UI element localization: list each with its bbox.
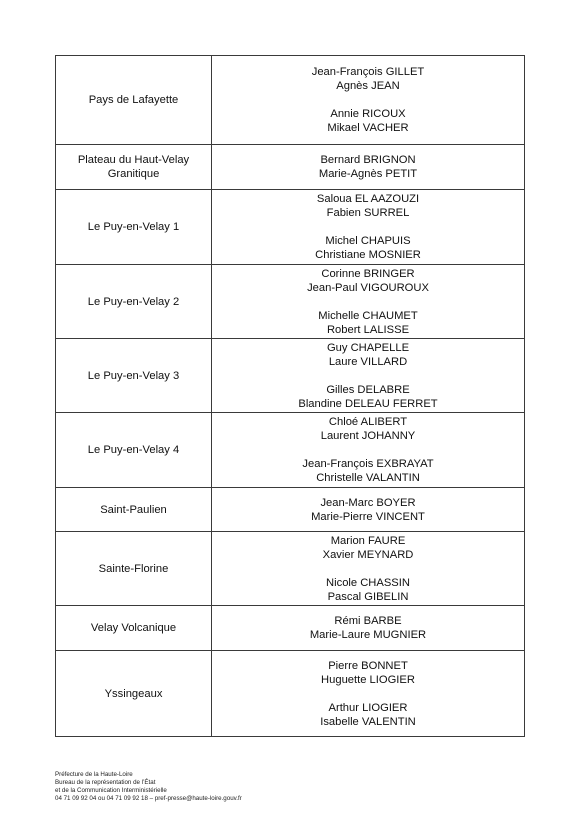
councillor-name: Michelle CHAUMET [318,309,418,322]
councillor-pairs [212,339,525,413]
footer-communication: et de la Communication Interministérielle [55,787,167,794]
councillor-pairs [212,488,525,532]
footer-contact: 04 71 09 92 04 ou 04 71 09 92 18 – pref-presse@haute-loire.gouv.fr [55,795,242,802]
councillor-pairs [212,265,525,339]
councillor-name: Bernard BRIGNON [320,154,416,166]
councillor-name: Pascal GIBELIN [327,590,409,603]
councillor-name: Huguette LIOGIER [321,673,415,686]
pair-spacer [212,295,524,309]
councillor-name: Arthur LIOGIER [328,701,408,714]
canton-row [56,651,525,737]
councillor-name: Jean-Marc BOYER [320,496,416,509]
canton-name: Velay Volcanique [56,606,212,651]
councillor-pairs [212,145,525,190]
councillor-name: Saloua EL AAZOUZI [316,193,420,205]
councillor-name: Corinne BRINGER [321,267,415,280]
cantons-table [55,55,525,737]
councillor-name: Robert LALISSE [326,323,410,336]
footer-prefecture: Préfecture de la Haute-Loire [55,771,133,778]
councillor-name: Christiane MOSNIER [315,249,421,261]
canton-name: Yssingeaux [56,651,212,737]
canton-name: Le Puy-en-Velay 2 [56,265,212,339]
footer-bureau: Bureau de la représentation de l’État [55,779,156,786]
councillor-name: Marie-Pierre VINCENT [311,510,425,523]
pair-spacer [212,93,524,107]
councillor-name: Michel CHAPUIS [325,235,411,247]
canton-name: Plateau du Haut-Velay Granitique [56,145,212,190]
councillor-name: Chloé ALIBERT [328,416,408,428]
councillor-name: Jean-François EXBRAYAT [302,458,434,470]
councillor-name: Laure VILLARD [328,355,408,368]
councillor-pairs [212,413,525,488]
canton-row [56,488,525,532]
canton-name: Le Puy-en-Velay 4 [56,413,212,488]
cantons-table-body [56,56,525,737]
councillor-pairs [212,190,525,265]
canton-name: Le Puy-en-Velay 3 [56,339,212,413]
canton-name: Saint-Paulien [56,488,212,532]
pair-spacer [212,220,524,234]
councillor-name: Mikael VACHER [327,122,409,134]
councillor-name: Xavier MEYNARD [322,548,414,561]
councillor-name: Jean-Paul VIGOUROUX [307,281,429,294]
councillor-name: Marie-Agnès PETIT [318,168,418,180]
councillor-name: Agnès JEAN [336,80,400,92]
pair-spacer [212,443,524,457]
canton-name: Sainte-Florine [56,532,212,606]
councillor-name: Marie-Laure MUGNIER [309,629,427,641]
canton-row [56,190,525,265]
councillor-name: Nicole CHASSIN [326,576,410,589]
councillor-name: Blandine DELEAU FERRET [298,397,438,410]
canton-row [56,339,525,413]
canton-row [56,532,525,606]
councillor-name: Fabien SURREL [326,207,410,219]
canton-row [56,145,525,190]
canton-row [56,265,525,339]
footer [55,771,242,803]
councillor-pairs [212,606,525,651]
canton-row [56,606,525,651]
councillor-name: Christelle VALANTIN [316,472,420,484]
councillor-pairs [212,651,525,737]
canton-name: Le Puy-en-Velay 1 [56,190,212,265]
councillor-name: Guy CHAPELLE [326,341,410,354]
canton-name: Pays de Lafayette [56,56,212,145]
canton-row [56,413,525,488]
councillor-name: Pierre BONNET [328,659,408,672]
councillor-pairs [212,532,525,606]
canton-row [56,56,525,145]
councillor-name: Isabelle VALENTIN [320,715,416,728]
councillor-name: Jean-François GILLET [311,66,425,78]
councillor-name: Rémi BARBE [334,615,402,627]
pair-spacer [212,562,524,576]
councillor-name: Laurent JOHANNY [320,430,416,442]
councillor-name: Gilles DELABRE [326,383,410,396]
pair-spacer [212,687,524,701]
councillor-pairs [212,56,525,145]
pair-spacer [212,369,524,383]
councillor-name: Marion FAURE [330,534,406,547]
councillor-name: Annie RICOUX [330,108,406,120]
